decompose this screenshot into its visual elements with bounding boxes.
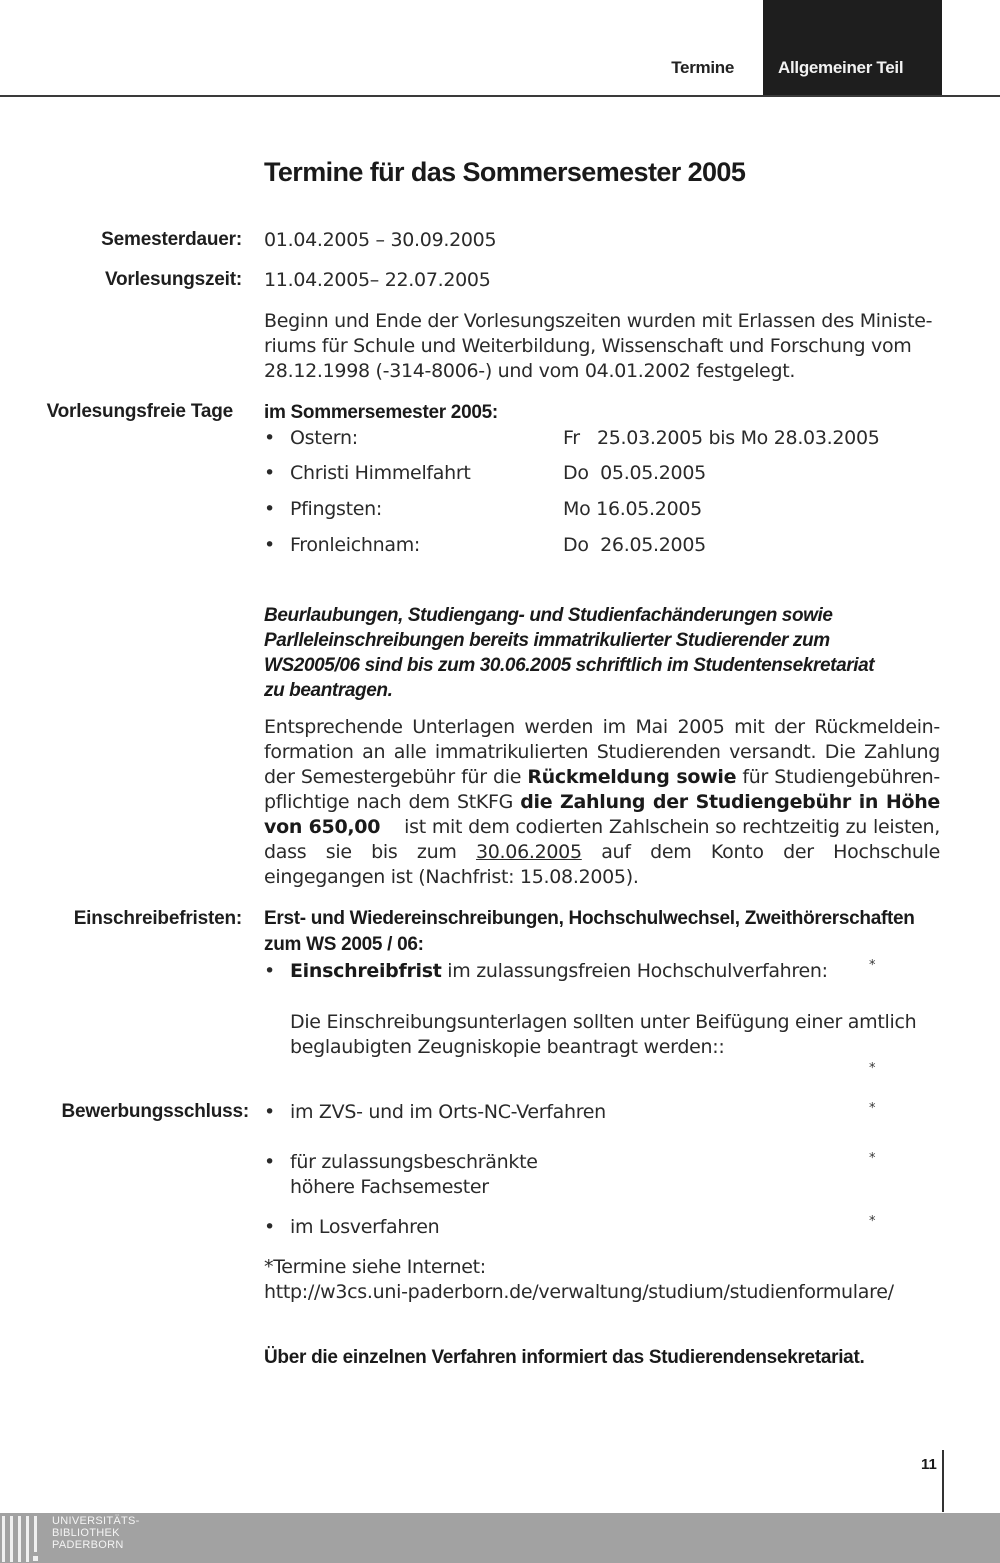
bullet-icon: • — [264, 1216, 276, 1238]
notice-text: auf dem Konto der Hochschule eingegangen ist (Nachfrist: 15.08.2005). — [264, 841, 940, 888]
asterisk-mark: * — [869, 1151, 876, 1166]
lecture-note-line: Beginn und Ende der Vorlesungszeiten wurden mit Erlassen des Ministe- — [264, 310, 933, 332]
library-logo-line: PADERBORN — [52, 1539, 124, 1551]
library-logo-icon — [2, 1516, 46, 1562]
notice-text: Entsprechende Unterlagen werden im Mai 2005 mit der Rückmeldein-formation an alle immatrikulierten Studierenden versandt. Die Zahlung der Semestergebühr für die — [264, 716, 940, 788]
enrollment-item — [290, 960, 828, 982]
holiday-name: Ostern: — [290, 427, 358, 449]
lecture-period-value: 11.04.2005– 22.07.2005 — [264, 269, 491, 291]
application-item: für zulassungsbeschränkte — [290, 1151, 538, 1173]
bullet-icon: • — [264, 1151, 276, 1173]
header-rule — [0, 95, 1000, 97]
lecture-period-label: Vorlesungszeit: — [104, 269, 242, 290]
holiday-name: Pfingsten: — [290, 498, 383, 520]
notice-bold-text: die Zahlung der Studiengebühr in Höhe von 650,00 — [264, 791, 941, 838]
holiday-name: Fronleichnam: — [290, 534, 421, 556]
closing-statement: Über die einzelnen Verfahren informiert das Studierendensekretariat. — [264, 1347, 865, 1368]
asterisk-mark: * — [869, 1061, 876, 1076]
library-logo-line: BIBLIOTHEK — [52, 1527, 120, 1539]
application-item: im ZVS- und im Orts-NC-Verfahren — [290, 1101, 606, 1123]
bullet-icon: • — [264, 1101, 276, 1123]
library-logo-line: UNIVERSITÄTS- — [52, 1515, 140, 1527]
notice-line: zu beantragen. — [264, 680, 393, 701]
enrollment-item-bold: Einschreibfrist — [290, 960, 442, 982]
deadline-date: 30.06.2005 — [475, 841, 582, 863]
notice-paragraph — [264, 715, 946, 890]
page-number-rule — [942, 1450, 944, 1512]
enrollment-heading-line: zum WS 2005 / 06: — [264, 934, 424, 955]
asterisk-mark: * — [869, 1101, 876, 1116]
application-item: im Losverfahren — [290, 1216, 440, 1238]
bullet-icon: • — [264, 534, 276, 556]
enrollment-heading-line: Erst- und Wiedereinschreibungen, Hochschulwechsel, Zweithörerschaften — [264, 908, 915, 929]
holiday-name: Christi Himmelfahrt — [290, 462, 471, 484]
header-chapter-tab: Allgemeiner Teil — [763, 0, 942, 95]
footnote-line: *Termine siehe Internet: — [264, 1256, 486, 1278]
library-footer-band — [0, 1513, 1000, 1563]
notice-line: Beurlaubungen, Studiengang- und Studienfachänderungen sowie — [264, 605, 833, 626]
notice-line: WS2005/06 sind bis zum 30.06.2005 schriftlich im Studentensekretariat — [264, 655, 875, 676]
bullet-icon: • — [264, 960, 276, 982]
asterisk-mark: * — [869, 958, 876, 973]
holidays-heading: im Sommersemester 2005: — [264, 402, 498, 423]
enrollment-item-text: im zulassungsfreien Hochschulverfahren: — [441, 960, 828, 982]
application-item-continued: höhere Fachsemester — [290, 1176, 489, 1198]
bullet-icon: • — [264, 498, 276, 520]
notice-line: Parlleleinschreibungen bereits immatrikulierter Studierender zum — [264, 630, 830, 651]
holiday-date: Mo 16.05.2005 — [563, 498, 702, 520]
semester-duration-label: Semesterdauer: — [101, 229, 242, 250]
holiday-date: Do 26.05.2005 — [563, 534, 706, 556]
lecture-note-line: 28.12.1998 (-314-8006-) und vom 04.01.2002 festgelegt. — [264, 360, 796, 382]
footnote-url: http://w3cs.uni-paderborn.de/verwaltung/studium/studienformulare/ — [264, 1281, 894, 1303]
asterisk-mark: * — [869, 1214, 876, 1229]
enrollment-note-line: beglaubigten Zeugniskopie beantragt werden:: — [290, 1036, 725, 1058]
page-number: 11 — [921, 1456, 937, 1473]
library-logo-text — [52, 1515, 140, 1551]
page-title: Termine für das Sommersemester 2005 — [264, 157, 746, 187]
header-section-title: Termine — [671, 58, 734, 77]
application-label: Bewerbungsschluss: — [61, 1101, 249, 1122]
notice-text: für Studiengebühren-pflichtige nach dem StKFG — [264, 766, 940, 813]
notice-bold-text: Rückmeldung sowie — [527, 766, 737, 788]
enrollment-note-line: Die Einschreibungsunterlagen sollten unter Beifügung einer amtlich — [290, 1011, 917, 1033]
holidays-label: Vorlesungsfreie Tage — [46, 401, 233, 422]
lecture-note-line: riums für Schule und Weiterbildung, Wissenschaft und Forschung vom — [264, 335, 912, 357]
semester-duration-value: 01.04.2005 – 30.09.2005 — [264, 229, 497, 251]
holiday-date: Do 05.05.2005 — [563, 462, 706, 484]
bullet-icon: • — [264, 462, 276, 484]
holiday-date: Fr 25.03.2005 bis Mo 28.03.2005 — [563, 427, 880, 449]
notice-text: ist mit dem codierten Zahlschein so rechtzeitig zu leisten, dass sie bis zum — [264, 816, 946, 863]
enrollment-label: Einschreibefristen: — [73, 908, 242, 929]
bullet-icon: • — [264, 427, 276, 449]
notice-heading — [264, 603, 944, 703]
